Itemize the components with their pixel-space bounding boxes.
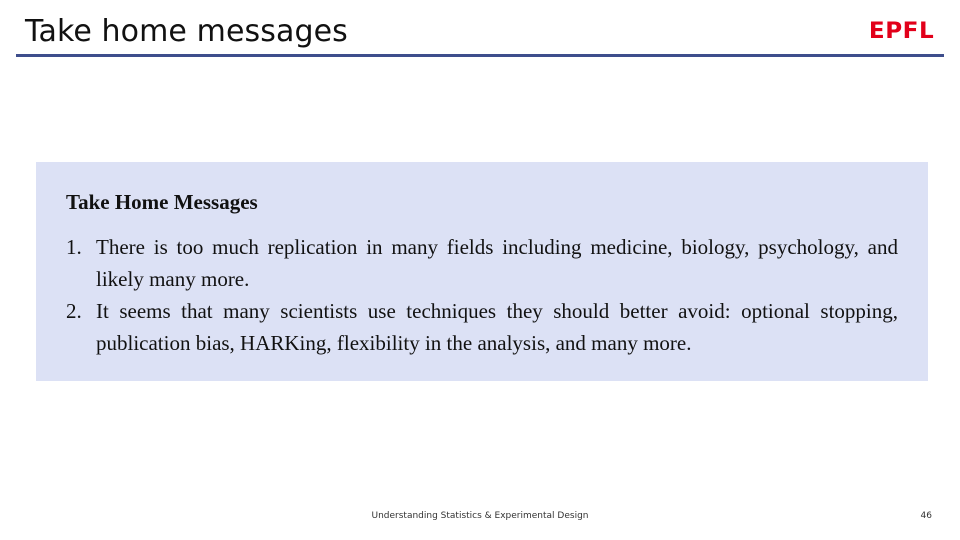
item-number: 2. <box>66 299 82 323</box>
epfl-logo: EPFL <box>868 19 934 44</box>
box-heading: Take Home Messages <box>66 190 258 214</box>
page-number: 46 <box>920 511 932 521</box>
slide-title: Take home messages <box>25 14 348 49</box>
take-home-box <box>36 162 928 381</box>
item-text: It seems that many scientists use techniques they should better avoid: optional stopping, publication bias, HARKing, flexibility in the analysis, and many more. <box>96 299 898 355</box>
list-item <box>66 231 898 295</box>
footer-course-name: Understanding Statistics & Experimental Design <box>371 511 589 521</box>
item-number: 1. <box>66 235 82 259</box>
item-text: There is too much replication in many fields including medicine, biology, psychology, and likely many more. <box>96 235 898 291</box>
message-list <box>66 231 898 359</box>
title-underline <box>16 54 944 57</box>
list-item <box>66 295 898 359</box>
